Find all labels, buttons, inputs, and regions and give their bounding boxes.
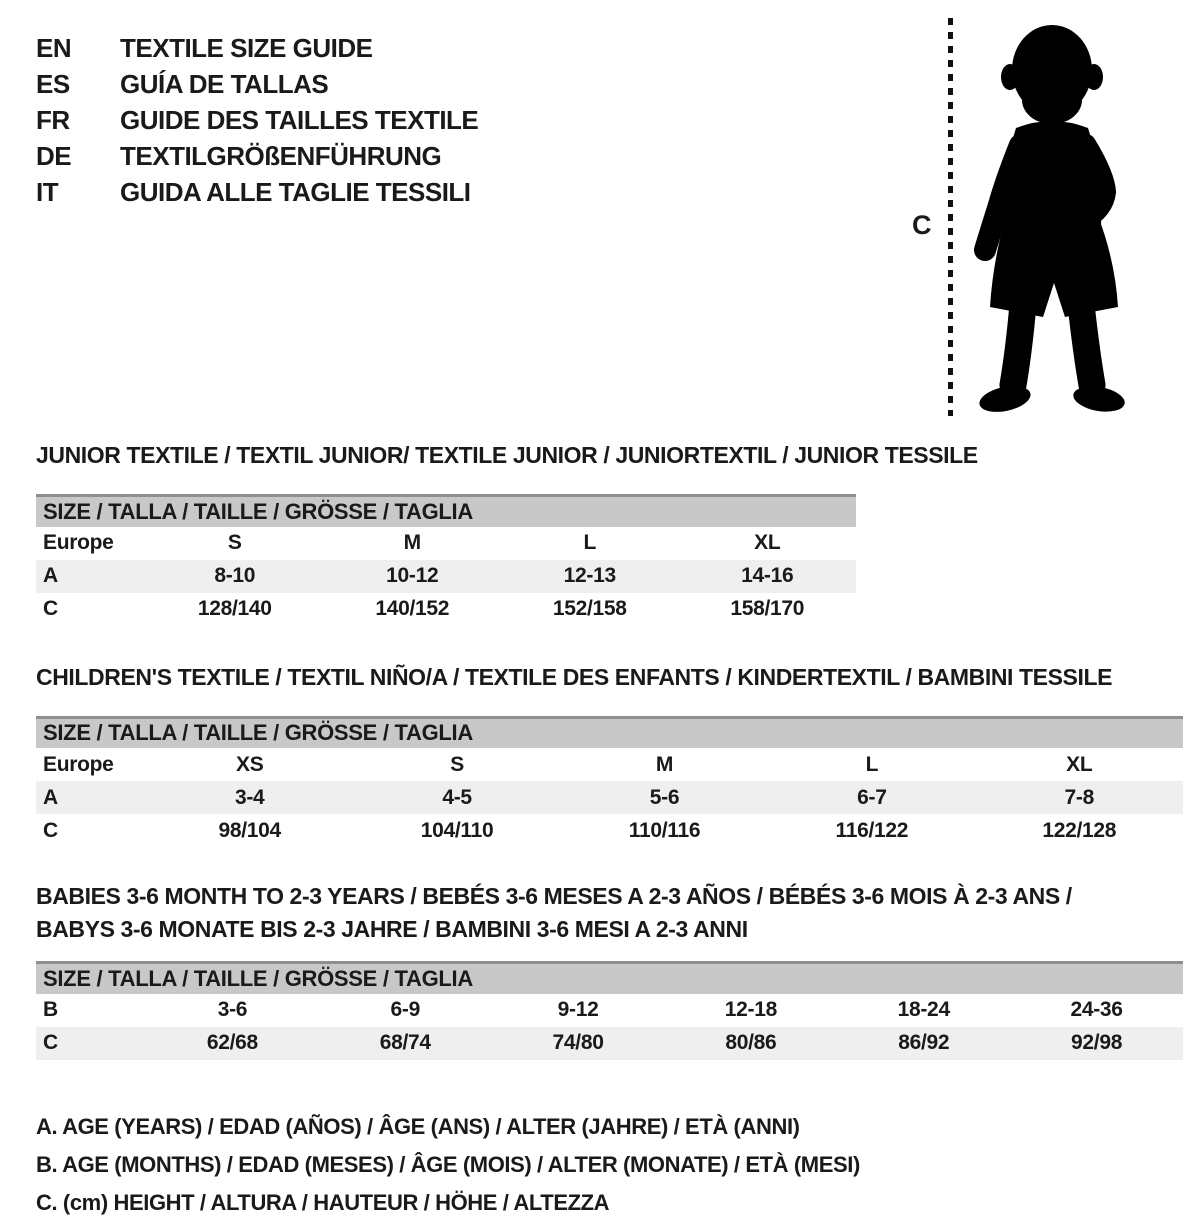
lang-code: ES [36, 68, 70, 99]
size-cell: 98/104 [218, 818, 281, 842]
table-row [36, 593, 856, 626]
size-cell: 152/158 [552, 597, 627, 620]
row-label: C [43, 597, 58, 620]
size-cell: L [583, 531, 597, 554]
babies-size-table [36, 961, 1183, 1060]
table-row [36, 814, 1183, 847]
size-cell: 116/122 [835, 818, 909, 842]
size-cell: L [865, 752, 879, 776]
size-cell: 86/92 [837, 1027, 1010, 1060]
size-cell: 7-8 [976, 781, 1183, 814]
size-cell: 4-5 [353, 781, 560, 814]
row-label: Europe [43, 752, 114, 776]
size-cell: 158/170 [730, 597, 805, 620]
row-label: C [43, 818, 58, 842]
table-row [36, 1027, 1183, 1060]
size-cell: 10-12 [324, 560, 502, 593]
row-label: Europe [43, 531, 114, 554]
size-cell: 62/68 [146, 1027, 319, 1060]
size-header-bar [36, 496, 856, 527]
size-cell: S [450, 752, 464, 776]
table-row [36, 994, 1183, 1027]
babies-title-line-2: BABYS 3-6 MONATE BIS 2-3 JAHRE / BAMBINI 3-6 MESI A 2-3 ANNI [36, 916, 748, 942]
lang-code: IT [36, 176, 59, 207]
size-cell: 3-6 [217, 998, 248, 1021]
size-cell: 9-12 [557, 998, 599, 1021]
junior-size-table [36, 494, 856, 626]
size-cell: XL [1066, 752, 1093, 776]
size-header-label: SIZE / TALLA / TAILLE / GRÖSSE / TAGLIA [36, 496, 856, 527]
table-row [36, 560, 856, 593]
lang-title: GUIDA ALLE TAGLIE TESSILI [120, 176, 471, 207]
lang-row-es [36, 66, 1200, 102]
size-cell: XL [754, 531, 781, 554]
row-label: A [36, 781, 146, 814]
size-cell: 3-4 [146, 781, 353, 814]
legend-line-b: B. AGE (MONTHS) / EDAD (MESES) / ÂGE (MOIS) / ALTER (MONATE) / ETÀ (MESI) [36, 1151, 860, 1177]
size-cell: 5-6 [561, 781, 768, 814]
row-label: C [36, 1027, 146, 1060]
size-cell: 14-16 [679, 560, 857, 593]
size-cell: 12-13 [501, 560, 679, 593]
size-cell: 104/110 [420, 818, 494, 842]
size-header-bar [36, 963, 1183, 994]
lang-title: TEXTILE SIZE GUIDE [120, 32, 373, 63]
legend-line-a: A. AGE (YEARS) / EDAD (AÑOS) / ÂGE (ANS) / ALTER (JAHRE) / ETÀ (ANNI) [36, 1113, 800, 1139]
measurement-legend [36, 1108, 1200, 1222]
size-header-label: SIZE / TALLA / TAILLE / GRÖSSE / TAGLIA [36, 963, 1183, 994]
size-cell: XS [235, 752, 264, 776]
size-cell: 18-24 [897, 998, 950, 1021]
lang-title: GUIDE DES TAILLES TEXTILE [120, 104, 479, 135]
size-cell: 128/140 [197, 597, 272, 620]
lang-row-it [36, 174, 1200, 210]
size-header-label: SIZE / TALLA / TAILLE / GRÖSSE / TAGLIA [36, 717, 1183, 748]
size-cell: M [655, 752, 674, 776]
babies-title-line-1: BABIES 3-6 MONTH TO 2-3 YEARS / BEBÉS 3-6 MESES A 2-3 AÑOS / BÉBÉS 3-6 MOIS À 2-3 ANS / [36, 883, 1072, 909]
table-row [36, 748, 1183, 781]
size-cell: 6-7 [768, 781, 975, 814]
lang-row-de [36, 138, 1200, 174]
size-cell: 12-18 [724, 998, 777, 1021]
lang-code: EN [36, 32, 72, 63]
legend-line-c: C. (cm) HEIGHT / ALTURA / HAUTEUR / HÖHE / ALTEZZA [36, 1189, 610, 1215]
lang-title: TEXTILGRÖßENFÜHRUNG [120, 140, 442, 171]
babies-section-title [36, 880, 1200, 946]
table-row [36, 527, 856, 560]
size-cell: 140/152 [375, 597, 450, 620]
size-cell: 80/86 [664, 1027, 837, 1060]
size-cell: 8-10 [146, 560, 324, 593]
size-cell: 24-36 [1070, 998, 1123, 1021]
lang-code: FR [36, 104, 70, 135]
size-cell: 110/116 [628, 818, 701, 842]
lang-title: GUÍA DE TALLAS [120, 68, 329, 99]
lang-code: DE [36, 140, 72, 171]
language-header [36, 30, 1200, 210]
size-header-bar [36, 717, 1183, 748]
junior-section-title: JUNIOR TEXTILE / TEXTIL JUNIOR/ TEXTILE JUNIOR / JUNIORTEXTIL / JUNIOR TESSILE [36, 442, 978, 468]
size-cell: 122/128 [1042, 818, 1117, 842]
size-cell: M [403, 531, 421, 554]
height-measure-label: C [912, 210, 932, 240]
size-cell: 74/80 [492, 1027, 665, 1060]
lang-row-en [36, 30, 1200, 66]
table-row [36, 781, 1183, 814]
row-label: B [43, 998, 58, 1021]
row-label: A [36, 560, 146, 593]
children-size-table [36, 716, 1183, 848]
children-section-title: CHILDREN'S TEXTILE / TEXTIL NIÑO/A / TEXTILE DES ENFANTS / KINDERTEXTIL / BAMBINI TESSILE [36, 663, 1113, 690]
size-cell: 92/98 [1010, 1027, 1183, 1060]
lang-row-fr [36, 102, 1200, 138]
size-cell: 68/74 [319, 1027, 492, 1060]
size-cell: 6-9 [390, 998, 420, 1021]
size-cell: S [227, 531, 242, 554]
